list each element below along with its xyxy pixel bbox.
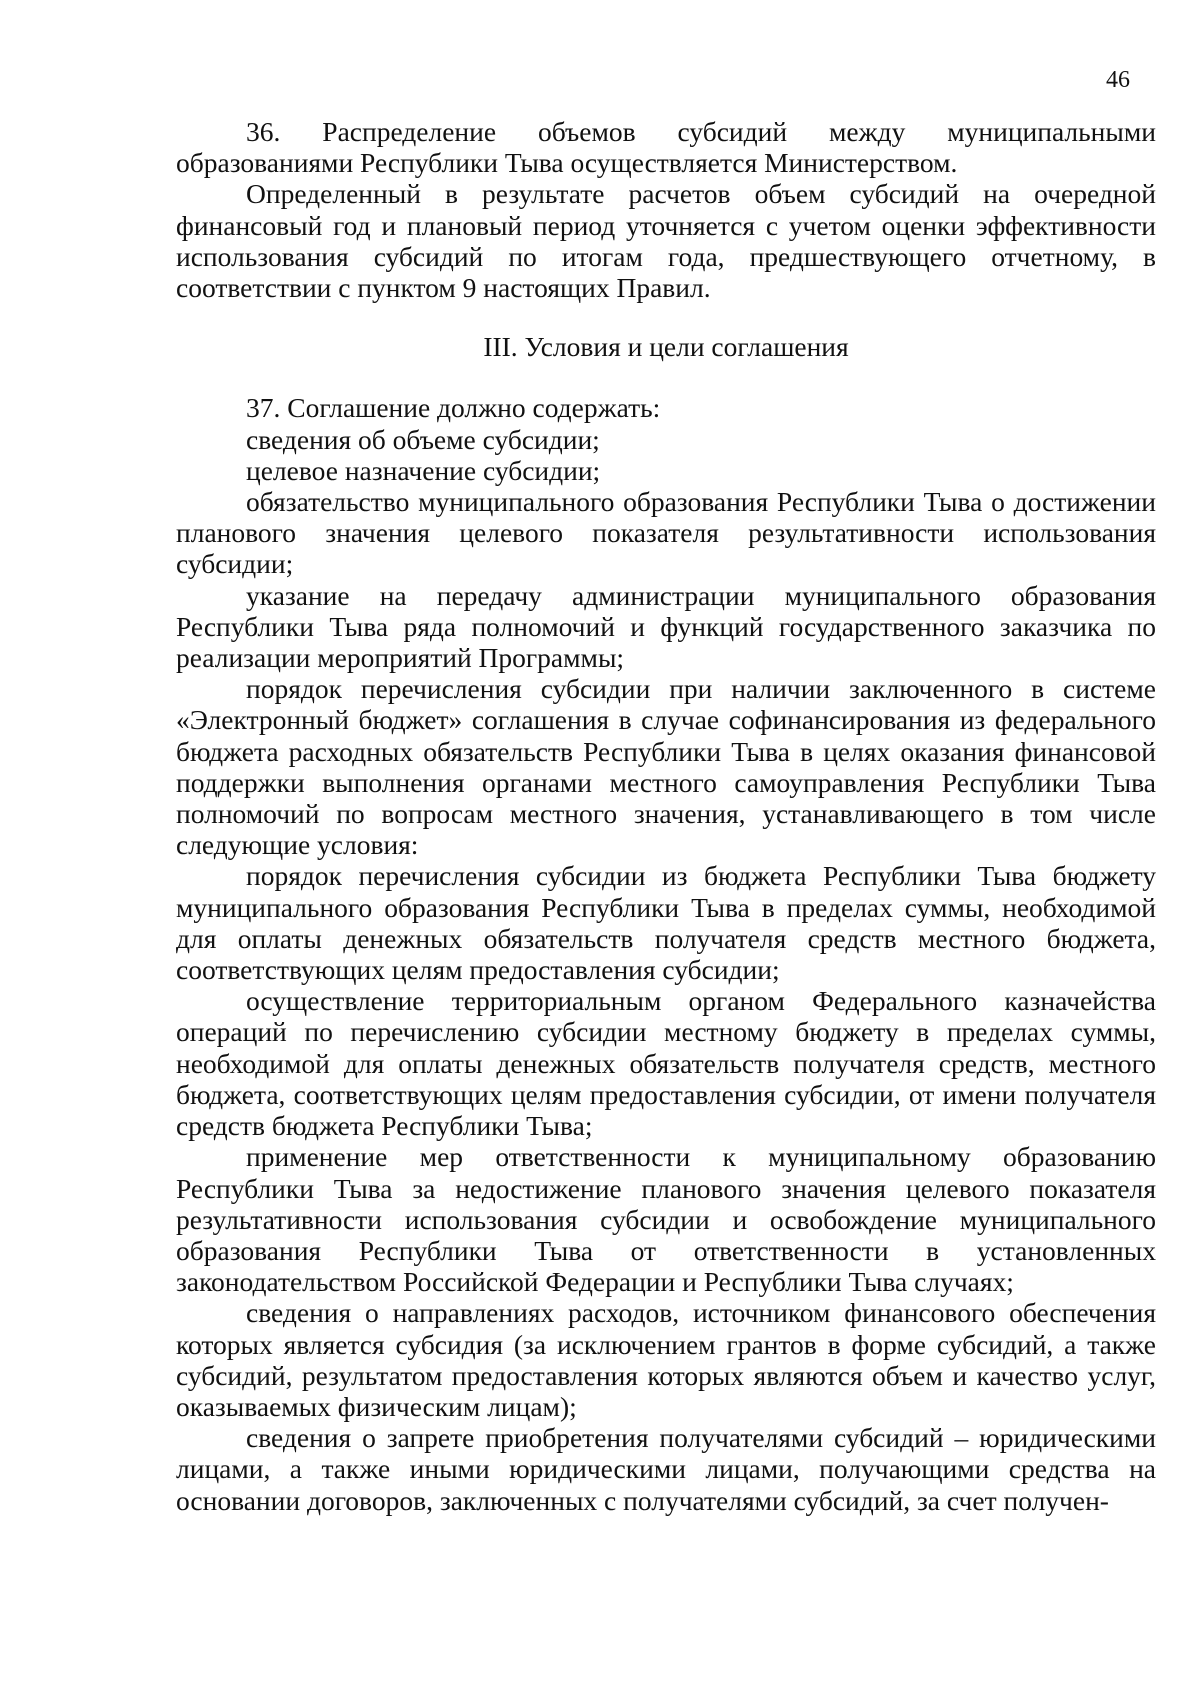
- section-heading: III. Условия и цели соглашения: [483, 331, 849, 363]
- list-item: указание на передачу администрации муниципального образования Республики Тыва ряда полномочий и функций государственного заказчика по реализации мероприятий Программы;: [176, 579, 1156, 674]
- paragraph-36: 36. Распределение объемов субсидий между муниципальными образованиями Республики Тыва осуществляется Министерством.: [176, 116, 1156, 179]
- list-item: порядок перечисления субсидии из бюджета Республики Тыва бюджету муниципального образования Республики Тыва в пределах суммы, необходимой для оплаты денежных обязательств получателя средств местного бюджета, соответствующих целям предоставления субсидии;: [176, 860, 1156, 986]
- document-body: [176, 116, 1156, 1516]
- list-item: порядок перечисления субсидии при наличии заключенного в системе «Электронный бюджет» соглашения в случае софинансирования из федерального бюджета расходных обязательств Республики Тыва в целях оказания финансовой поддержки выполнения органами местного самоуправления Республики Тыва полномочий по вопросам местного значения, устанавливающего в том числе следующие условия:: [176, 673, 1156, 861]
- list-item: целевое назначение субсидии;: [246, 454, 601, 486]
- list-item: обязательство муниципального образования Республики Тыва о достижении планового значения целевого показателя результативности использования субсидии;: [176, 486, 1156, 580]
- list-item: сведения о направлениях расходов, источником финансового обеспечения которых является субсидия (за исключением грантов в форме субсидий, а также субсидий, результатом предоставления которых являются объем и качество услуг, оказываемых физическим лицам);: [176, 1297, 1156, 1422]
- list-item: сведения об объеме субсидии;: [246, 423, 600, 455]
- list-item: осуществление территориальным органом Федерального казначейства операций по перечислению субсидии местному бюджету в пределах суммы, необходимой для оплаты денежных обязательств получателя средств, местного бюджета, соответствующих целям предоставления субсидии, от имени получателя средств бюджета Республики Тыва;: [176, 985, 1156, 1142]
- paragraph-37: 37. Соглашение должно содержать:: [246, 392, 661, 424]
- list-item: применение мер ответственности к муниципальному образованию Республики Тыва за недостижение планового значения целевого показателя результативности использования субсидии и освобождение муниципального образования Республики Тыва от ответственности в установленных законодательством Российской Федерации и Республики Тыва случаях;: [176, 1141, 1156, 1298]
- page-number: 46: [1106, 67, 1130, 93]
- paragraph: Определенный в результате расчетов объем субсидий на очередной финансовый год и плановый период уточняется с учетом оценки эффективности использования субсидий по итогам года, предшествующего отчетному, в соответствии с пунктом 9 настоящих Правил.: [176, 178, 1156, 304]
- list-item: сведения о запрете приобретения получателями субсидий – юридическими лицами, а также иными юридическими лицами, получающими средства на основании договоров, заключенных с получателями субсидий, за счет получен-: [176, 1422, 1156, 1516]
